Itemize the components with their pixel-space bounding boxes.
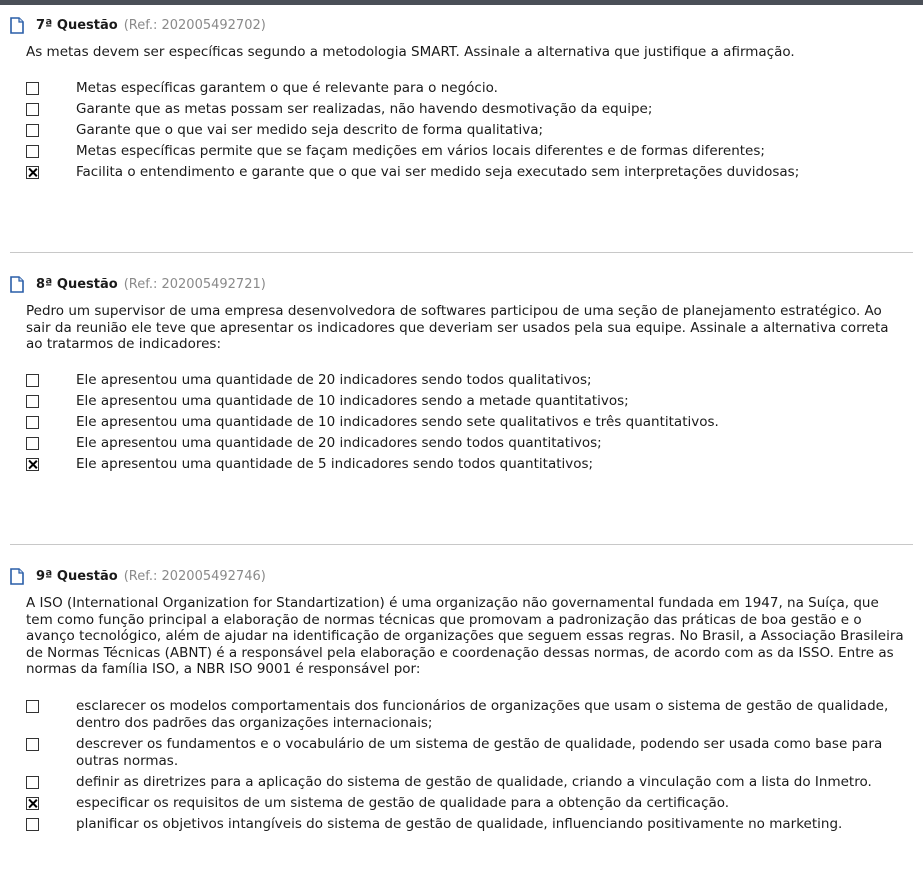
option-label: Ele apresentou uma quantidade de 5 indicadores sendo todos quantitativos; <box>76 456 594 472</box>
question-text: A ISO (International Organization for Standartization) é uma organização não governamental fundada em 1947, na Suíça, que tem como função principal a elaboração de normas técnicas que promovam a padronização das práticas de boa gestão e o avanço tecnológico, além de ajudar na identificação de organizações que seguem essas regras. No Brasil, a Associação Brasileira de Normas Técnicas (ABNT) é a responsável pela elaboração e coordenação dessas normas, de acordo com as da ISSO. Entre as normas da família ISO, a NBR ISO 9001 é responsável por: <box>26 595 904 677</box>
option-label: Facilita o entendimento e garante que o que vai ser medido seja executado sem interpretações duvidosas; <box>76 164 800 180</box>
divider <box>10 252 913 253</box>
question-header <box>10 275 266 293</box>
document-icon <box>10 276 24 293</box>
checkbox[interactable] <box>26 776 39 789</box>
option-label: Garante que as metas possam ser realizadas, não havendo desmotivação da equipe; <box>76 101 653 117</box>
checkbox[interactable] <box>26 103 39 116</box>
question-header <box>10 567 266 585</box>
question-ref: (Ref.: 202005492702) <box>123 17 266 33</box>
checkbox-checked[interactable] <box>26 797 39 810</box>
checkbox[interactable] <box>26 818 39 831</box>
option-label: definir as diretrizes para a aplicação do sistema de gestão de qualidade, criando a vinculação com a lista do Inmetro. <box>76 774 872 790</box>
top-bar <box>0 0 923 5</box>
document-icon <box>10 568 24 585</box>
question-header <box>10 16 266 34</box>
checkbox[interactable] <box>26 416 39 429</box>
option-label: planificar os objetivos intangíveis do sistema de gestão de qualidade, influenciando positivamente no marketing. <box>76 816 843 832</box>
checkbox[interactable] <box>26 395 39 408</box>
checkbox-checked[interactable] <box>26 166 39 179</box>
question-ref: (Ref.: 202005492746) <box>123 568 266 584</box>
checkbox[interactable] <box>26 82 39 95</box>
checkbox[interactable] <box>26 374 39 387</box>
checkbox[interactable] <box>26 700 39 713</box>
option-label: Ele apresentou uma quantidade de 20 indicadores sendo todos qualitativos; <box>76 372 592 388</box>
question-title: 7ª Questão <box>36 17 118 33</box>
option-label: Ele apresentou uma quantidade de 10 indicadores sendo a metade quantitativos; <box>76 393 629 409</box>
option-label: descrever os fundamentos e o vocabulário de um sistema de gestão de qualidade, podendo ser usada como base para outras normas. <box>76 736 883 769</box>
option-label: Metas específicas permite que se façam medições em vários locais diferentes e de formas diferentes; <box>76 143 765 159</box>
option-label: Ele apresentou uma quantidade de 20 indicadores sendo todos quantitativos; <box>76 435 602 451</box>
question-title: 9ª Questão <box>36 568 118 584</box>
option-label: Ele apresentou uma quantidade de 10 indicadores sendo sete qualitativos e três quantitativos. <box>76 414 719 430</box>
checkbox[interactable] <box>26 738 39 751</box>
checkbox-checked[interactable] <box>26 458 39 471</box>
document-icon <box>10 17 24 34</box>
question-text: As metas devem ser específicas segundo a metodologia SMART. Assinale a alternativa que justifique a afirmação. <box>26 44 795 60</box>
question-title: 8ª Questão <box>36 276 118 292</box>
checkbox[interactable] <box>26 124 39 137</box>
divider <box>10 544 913 545</box>
option-label: Garante que o que vai ser medido seja descrito de forma qualitativa; <box>76 122 544 138</box>
checkbox[interactable] <box>26 437 39 450</box>
option-label: esclarecer os modelos comportamentais dos funcionários de organizações que usam o sistema de gestão de qualidade, dentro dos padrões das organizações internacionais; <box>76 698 889 731</box>
question-text: Pedro um supervisor de uma empresa desenvolvedora de softwares participou de uma seção de planejamento estratégico. Ao sair da reunião ele teve que apresentar os indicadores que deveriam ser usados pela sua equipe. Assinale a alternativa correta ao tratarmos de indicadores: <box>26 303 889 352</box>
option-label: Metas específicas garantem o que é relevante para o negócio. <box>76 80 498 96</box>
checkbox[interactable] <box>26 145 39 158</box>
option-label: especificar os requisitos de um sistema de gestão de qualidade para a obtenção da certificação. <box>76 795 730 811</box>
question-ref: (Ref.: 202005492721) <box>123 276 266 292</box>
